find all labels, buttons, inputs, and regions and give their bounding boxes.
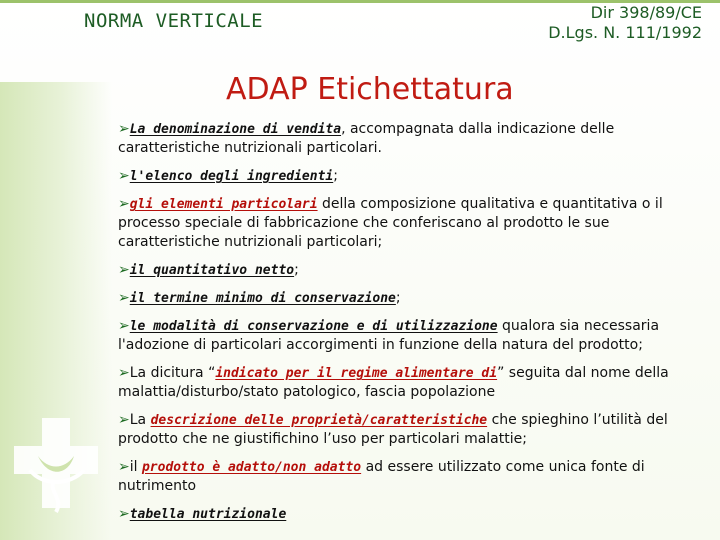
bullet-item <box>118 289 703 308</box>
bullet-text: che spieghino l’utilità del prodotto che ne giustifichino l’uso per particolari malattie; <box>118 412 668 447</box>
header-right-line1: Dir 398/89/CE <box>590 3 702 22</box>
bullet-keyword: il quantitativo netto <box>129 263 295 278</box>
bullet-item <box>118 261 703 280</box>
bullet-keyword: descrizione delle proprietà/caratteristiche <box>150 413 488 428</box>
bullet-prefix: La <box>129 412 151 428</box>
bullet-text: ; <box>333 168 338 184</box>
bullet-keyword: La denominazione di vendita <box>129 122 342 137</box>
header-left-label: NORMA VERTICALE <box>84 10 264 32</box>
arrow-bullet-icon: ➢ <box>118 318 130 334</box>
bullet-keyword: tabella nutrizionale <box>129 507 287 522</box>
arrow-bullet-icon: ➢ <box>118 459 130 475</box>
bullet-prefix: La dicitura “ <box>129 365 216 381</box>
bullet-text: ” seguita dal nome della malattia/disturbo/stato patologico, fascia popolazione <box>118 365 669 400</box>
bullet-item <box>118 458 703 496</box>
bullet-item <box>118 411 703 449</box>
bullet-list <box>118 120 703 533</box>
bullet-keyword: l'elenco degli ingredienti <box>129 169 334 184</box>
bullet-keyword: le modalità di conservazione e di utilizzazione <box>129 319 498 334</box>
bullet-text: qualora sia necessaria l'adozione di particolari accorgimenti in funzione della natura del prodotto; <box>118 318 660 353</box>
bullet-keyword: prodotto è adatto/non adatto <box>141 460 362 475</box>
bullet-keyword: il termine minimo di conservazione <box>129 291 396 306</box>
bullet-keyword: indicato per il regime alimentare di <box>215 366 498 381</box>
bullet-item <box>118 120 703 158</box>
slide-title: ADAP Etichettatura <box>226 72 514 107</box>
bullet-text: della composizione qualitativa e quantitativa o il processo speciale di fabbricazione che conferiscano al prodotto le sue caratteristiche nutrizionali particolari; <box>118 196 663 250</box>
arrow-bullet-icon: ➢ <box>118 412 130 428</box>
arrow-bullet-icon: ➢ <box>118 365 130 381</box>
bullet-text: ; <box>294 262 299 278</box>
arrow-bullet-icon: ➢ <box>118 290 130 306</box>
arrow-bullet-icon: ➢ <box>118 506 130 522</box>
bullet-keyword: gli elementi particolari <box>129 197 318 212</box>
pharmacy-cross-logo-icon <box>8 412 108 536</box>
arrow-bullet-icon: ➢ <box>118 168 130 184</box>
bullet-prefix: il <box>129 459 142 475</box>
arrow-bullet-icon: ➢ <box>118 196 130 212</box>
bullet-item <box>118 167 703 186</box>
header-right-line2: D.Lgs. N. 111/1992 <box>548 23 702 42</box>
bullet-item <box>118 505 703 524</box>
bullet-text: ; <box>395 290 401 306</box>
arrow-bullet-icon: ➢ <box>118 121 130 137</box>
bullet-text: ad essere utilizzato come unica fonte di nutrimento <box>118 459 645 494</box>
bullet-item <box>118 195 703 252</box>
arrow-bullet-icon: ➢ <box>118 262 130 278</box>
bullet-text: , accompagnata dalla indicazione delle caratteristiche nutrizionali particolari. <box>118 121 615 156</box>
header-right-reference <box>548 3 702 43</box>
bullet-item <box>118 364 703 402</box>
bullet-item <box>118 317 703 355</box>
